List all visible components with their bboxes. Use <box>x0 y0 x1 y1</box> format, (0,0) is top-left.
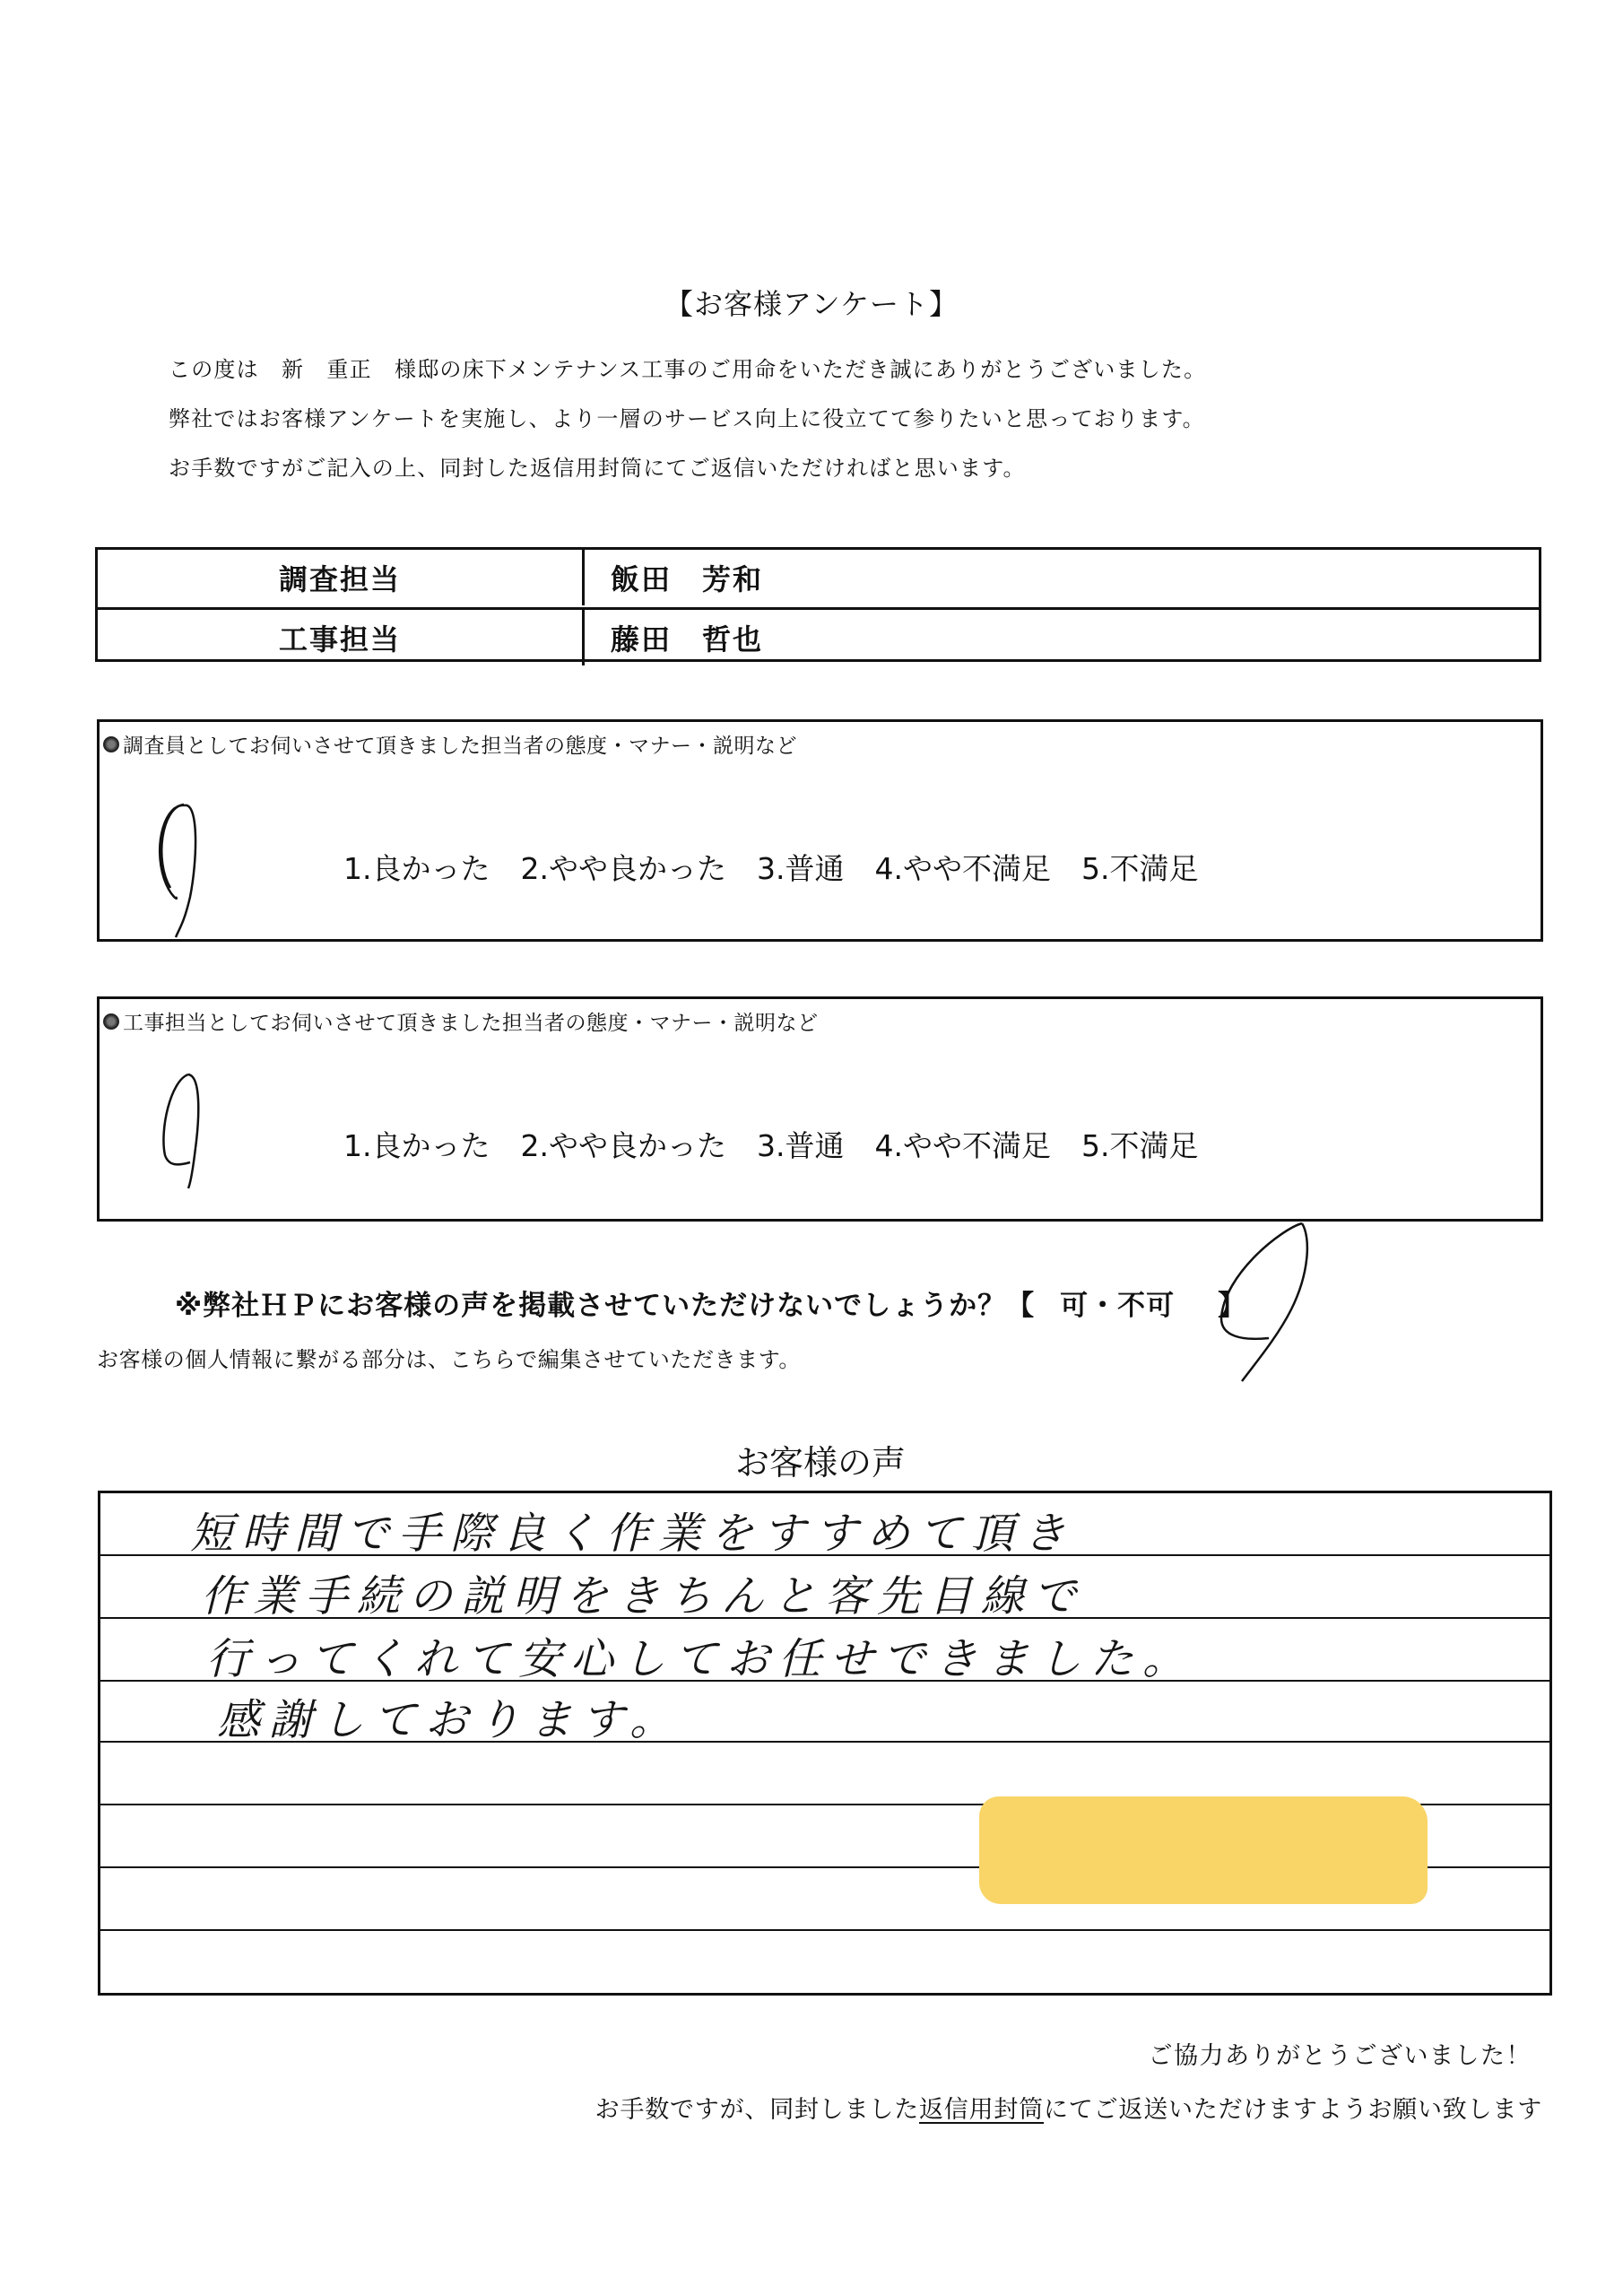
staff-label: 工事担当 <box>98 610 585 665</box>
hp-option-yes[interactable]: 可 <box>1060 1290 1089 1322</box>
rating-option-5[interactable]: 5.不満足 <box>1081 1128 1199 1163</box>
rating-options <box>343 846 1229 888</box>
intro-line-3: お手数ですがご記入の上、同封した返信用封筒にてご返信いただければと思います。 <box>169 456 1026 481</box>
separator: ・ <box>1089 1290 1118 1322</box>
voice-text-line-4: 感謝しております。 <box>217 1695 682 1745</box>
rating-option-1[interactable]: 1.良かった <box>343 851 490 886</box>
voice-text-line-2: 作業手続の説明をきちんと客先目線で <box>201 1571 1086 1622</box>
request-text: お手数ですが、同封しました <box>595 2096 919 2124</box>
bullet-icon <box>103 1013 119 1030</box>
hp-question-text: ※弊社ＨＰにお客様の声を掲載させていただけないでしょうか？【 <box>175 1290 1036 1322</box>
staff-name: 飯田 芳和 <box>611 562 764 596</box>
redaction-highlight <box>979 1796 1428 1904</box>
request-text: にてご返送いただけますようお願い致します <box>1044 2096 1542 2124</box>
rating-option-1[interactable]: 1.良かった <box>343 1128 490 1163</box>
voice-text-line-1: 短時間で手際良く作業をすすめて頂き <box>190 1509 1075 1559</box>
question-text: 工事担当としてお伺いさせて頂きました担当者の態度・マナー・説明など <box>123 1012 819 1035</box>
hp-option-no[interactable]: 不可 <box>1117 1290 1176 1322</box>
rating-question <box>103 1006 819 1036</box>
rating-option-2[interactable]: 2.やや良かった <box>520 1128 726 1163</box>
return-request <box>595 2090 1542 2125</box>
rating-option-2[interactable]: 2.やや良かった <box>520 851 726 886</box>
staff-row-construction <box>98 607 1539 665</box>
rating-question <box>103 729 797 759</box>
customer-voice-box[interactable] <box>98 1491 1552 1996</box>
thanks-message: ご協力ありがとうございました！ <box>1148 2042 1532 2070</box>
hp-privacy-note: お客様の個人情報に繋がる部分は、こちらで編集させていただきます。 <box>97 1347 802 1372</box>
voice-text-line-3: 行ってくれて安心してお任せできました。 <box>206 1634 1195 1684</box>
bracket-close: 】 <box>1218 1290 1247 1322</box>
intro-line-2: 弊社ではお客様アンケートを実施し、より一層のサービス向上に役立てて参りたいと思っております。 <box>169 406 1205 431</box>
hp-permission-question <box>175 1283 1246 1323</box>
rating-box-surveyor <box>97 719 1543 942</box>
staff-label: 調査担当 <box>98 550 585 605</box>
rating-option-4[interactable]: 4.やや不満足 <box>874 851 1051 886</box>
page-title: 【お客様アンケート】 <box>664 287 959 321</box>
rating-option-5[interactable]: 5.不満足 <box>1081 851 1199 886</box>
staff-name: 藤田 哲也 <box>611 622 764 657</box>
rating-options <box>343 1123 1229 1165</box>
rating-option-4[interactable]: 4.やや不満足 <box>874 1128 1051 1163</box>
rating-option-3[interactable]: 3.普通 <box>757 1128 845 1163</box>
bullet-icon <box>103 736 119 752</box>
voice-heading: お客様の声 <box>734 1443 906 1483</box>
return-envelope-text: 返信用封筒 <box>919 2096 1044 2124</box>
staff-table <box>95 547 1541 662</box>
staff-row-survey <box>98 550 1539 605</box>
rating-box-constructor <box>97 996 1543 1222</box>
rating-option-3[interactable]: 3.普通 <box>757 851 845 886</box>
question-text: 調査員としてお伺いさせて頂きました担当者の態度・マナー・説明など <box>123 735 797 758</box>
intro-line-1: この度は 新 重正 様邸の床下メンテナンス工事のご用命をいただき誠にありがとうございました。 <box>169 357 1207 382</box>
